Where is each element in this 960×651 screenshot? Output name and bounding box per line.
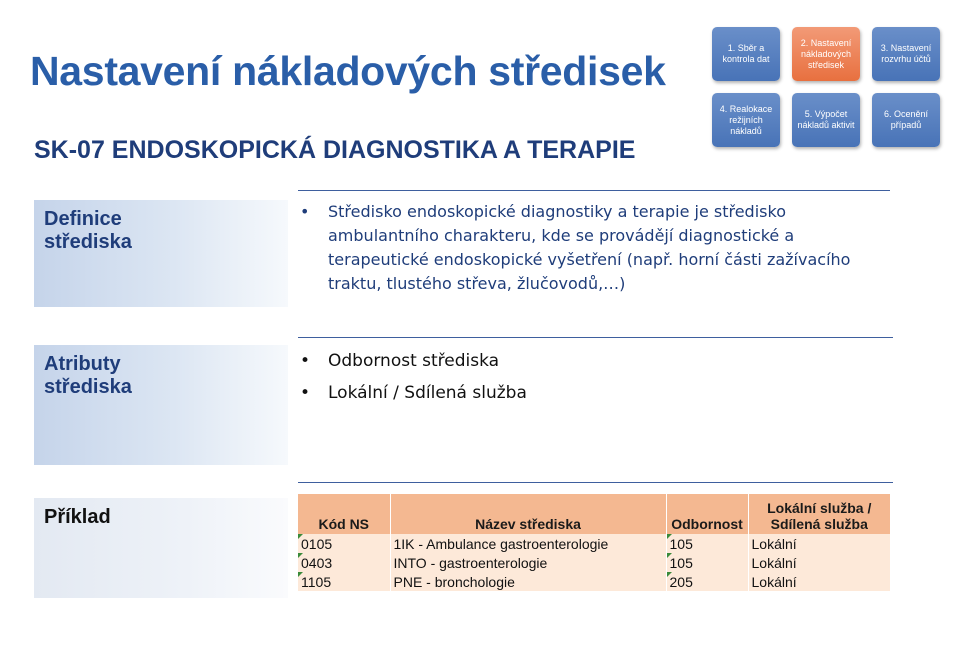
table-row (298, 534, 890, 553)
slide-title: Nastavení nákladových středisek (30, 48, 666, 94)
attributes-label: Atributy střediska (44, 353, 132, 398)
slide-subtitle: SK-07 ENDOSKOPICKÁ DIAGNOSTIKA A TERAPIE (34, 136, 636, 164)
cell-name: INTO - gastroenterologie (390, 553, 666, 572)
step-3-box: 3. Nastavení rozvrhu účtů (872, 27, 940, 81)
attributes-panel (34, 345, 288, 465)
definition-text (300, 200, 900, 296)
cell-code: 0403 (298, 553, 390, 572)
divider-example (298, 482, 893, 483)
definition-line: terapeutické endoskopické vyšetření (např. horní části zažívacího (328, 250, 851, 269)
column-header-name: Název střediska (390, 494, 666, 534)
definition-line: • Středisko endoskopické diagnostiky a terapie je středisko (300, 202, 786, 221)
example-panel (34, 498, 288, 598)
definition-line: traktu, tlustého střeva, žlučovodů,…) (328, 274, 626, 293)
cell-service-type: Lokální (751, 554, 797, 571)
example-label: Příklad (44, 506, 111, 528)
step-2-box-active: 2. Nastavení nákladových středisek (792, 27, 860, 81)
definition-label: Definice střediska (44, 208, 132, 253)
example-table (298, 494, 890, 591)
cell-name: 1IK - Ambulance gastroenterologie (390, 534, 666, 553)
attribute-item: • Odbornost střediska (300, 351, 500, 371)
table-row (298, 572, 890, 591)
cell-code: 1105 (298, 572, 390, 591)
attributes-list (300, 345, 527, 409)
definition-line: ambulantního charakteru, kde se provádějí diagnostické a (328, 226, 795, 245)
cell-name: PNE - bronchologie (390, 572, 666, 591)
cell-specialty: 205 (666, 572, 748, 591)
divider-definition (298, 190, 890, 191)
step-6-box: 6. Ocenění případů (872, 93, 940, 147)
table-header-row (298, 494, 890, 534)
cell-code: 0105 (298, 534, 390, 553)
cell-specialty: 105 (666, 553, 748, 572)
cell-service-type: Lokální (751, 573, 797, 590)
definition-panel (34, 200, 288, 307)
step-4-box: 4. Realokace režijních nákladů (712, 93, 780, 147)
step-1-box: 1. Sběr a kontrola dat (712, 27, 780, 81)
column-header-code: Kód NS (298, 494, 390, 534)
divider-attributes (298, 337, 893, 338)
column-header-specialty: Odbornost (666, 494, 748, 534)
cell-specialty: 105 (666, 534, 748, 553)
cell-service-type: Lokální (751, 535, 797, 552)
step-5-box: 5. Výpočet nákladů aktivit (792, 93, 860, 147)
attribute-item: • Lokální / Sdílená služba (300, 383, 527, 403)
column-header-service-type: Lokální služba / Sdílená služba (767, 500, 872, 532)
table-row (298, 553, 890, 572)
